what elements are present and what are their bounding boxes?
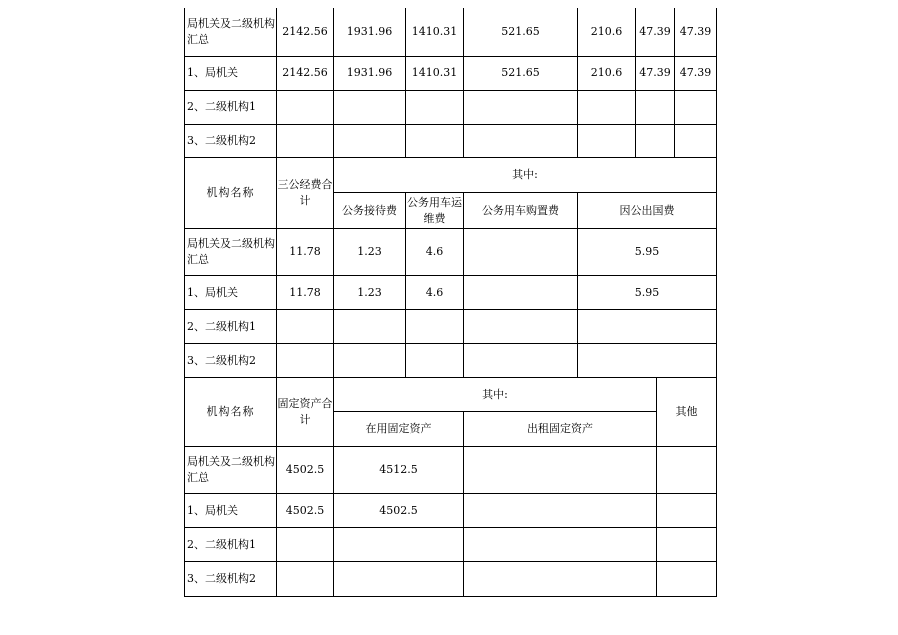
org-name-cell: 3、二级机构2: [185, 562, 277, 597]
value-cell: [464, 124, 578, 157]
other-cell: [657, 528, 717, 562]
total-cell: 11.78: [277, 276, 334, 310]
org-name-cell: 2、二级机构1: [185, 90, 277, 124]
fixed-assets-table: [184, 377, 717, 597]
vehicle-operation-header: 公务用车运维费: [406, 193, 464, 229]
value-cell: [675, 90, 717, 124]
in-use-cell: 4502.5: [334, 494, 464, 528]
header-row: [185, 378, 717, 412]
table-row: [185, 124, 717, 157]
vehicle-purchase-cell: [464, 229, 578, 276]
other-header: 其他: [657, 378, 717, 447]
other-cell: [657, 562, 717, 597]
value-cell: 47.39: [675, 56, 717, 90]
reception-header: 公务接待费: [334, 193, 406, 229]
table-row: [185, 447, 717, 494]
table-row: [185, 528, 717, 562]
total-cell: 4502.5: [277, 494, 334, 528]
table-row: [185, 276, 717, 310]
abroad-header: 因公出国费: [578, 193, 717, 229]
value-cell: 47.39: [675, 8, 717, 56]
org-name-cell: 1、局机关: [185, 276, 277, 310]
value-cell: [636, 90, 675, 124]
total-header: 固定资产合计: [277, 378, 334, 447]
table-row: [185, 8, 717, 56]
header-row: [185, 158, 717, 193]
other-cell: [657, 494, 717, 528]
vehicle-operation-cell: [406, 344, 464, 378]
total-cell: 4502.5: [277, 447, 334, 494]
org-name-cell: 1、局机关: [185, 494, 277, 528]
org-name-header: 机构名称: [185, 158, 277, 229]
leased-cell: [464, 562, 657, 597]
value-cell: 1410.31: [406, 8, 464, 56]
value-cell: 2142.56: [277, 8, 334, 56]
value-cell: [578, 124, 636, 157]
total-header: 三公经费合计: [277, 158, 334, 229]
among-header: 其中:: [334, 158, 717, 193]
reception-cell: 1.23: [334, 229, 406, 276]
value-cell: 1931.96: [334, 56, 406, 90]
reception-cell: [334, 344, 406, 378]
leased-header: 出租固定资产: [464, 412, 657, 447]
vehicle-purchase-header: 公务用车购置费: [464, 193, 578, 229]
value-cell: [277, 90, 334, 124]
total-cell: [277, 310, 334, 344]
leased-cell: [464, 447, 657, 494]
expenditure-table: [184, 8, 717, 158]
vehicle-purchase-cell: [464, 310, 578, 344]
org-name-cell: 2、二级机构1: [185, 528, 277, 562]
table-row: [185, 229, 717, 276]
value-cell: [578, 90, 636, 124]
vehicle-purchase-cell: [464, 344, 578, 378]
table-row: [185, 344, 717, 378]
vehicle-operation-cell: 4.6: [406, 229, 464, 276]
leased-cell: [464, 528, 657, 562]
table-row: [185, 310, 717, 344]
value-cell: [334, 124, 406, 157]
org-name-cell: 1、局机关: [185, 56, 277, 90]
in-use-header: 在用固定资产: [334, 412, 464, 447]
value-cell: [334, 90, 406, 124]
three-public-expenses-table: [184, 157, 717, 378]
vehicle-purchase-cell: [464, 276, 578, 310]
org-name-cell: 3、二级机构2: [185, 344, 277, 378]
reception-cell: [334, 310, 406, 344]
value-cell: 521.65: [464, 8, 578, 56]
value-cell: [406, 124, 464, 157]
org-name-header: 机构名称: [185, 378, 277, 447]
vehicle-operation-cell: 4.6: [406, 276, 464, 310]
table-row: [185, 562, 717, 597]
value-cell: [406, 90, 464, 124]
abroad-cell: [578, 310, 717, 344]
total-cell: [277, 562, 334, 597]
in-use-cell: [334, 528, 464, 562]
value-cell: 210.6: [578, 8, 636, 56]
total-cell: 11.78: [277, 229, 334, 276]
leased-cell: [464, 494, 657, 528]
value-cell: [277, 124, 334, 157]
among-header: 其中:: [334, 378, 657, 412]
value-cell: [675, 124, 717, 157]
total-cell: [277, 528, 334, 562]
total-cell: [277, 344, 334, 378]
value-cell: [464, 90, 578, 124]
org-name-cell: 局机关及二级机构汇总: [185, 8, 277, 56]
in-use-cell: [334, 562, 464, 597]
value-cell: 1931.96: [334, 8, 406, 56]
value-cell: 1410.31: [406, 56, 464, 90]
abroad-cell: 5.95: [578, 276, 717, 310]
org-name-cell: 3、二级机构2: [185, 124, 277, 157]
in-use-cell: 4512.5: [334, 447, 464, 494]
table-row: [185, 90, 717, 124]
org-name-cell: 局机关及二级机构汇总: [185, 447, 277, 494]
value-cell: 210.6: [578, 56, 636, 90]
org-name-cell: 2、二级机构1: [185, 310, 277, 344]
value-cell: 2142.56: [277, 56, 334, 90]
other-cell: [657, 447, 717, 494]
abroad-cell: [578, 344, 717, 378]
vehicle-operation-cell: [406, 310, 464, 344]
abroad-cell: 5.95: [578, 229, 717, 276]
table-row: [185, 494, 717, 528]
table-row: [185, 56, 717, 90]
org-name-cell: 局机关及二级机构汇总: [185, 229, 277, 276]
value-cell: 521.65: [464, 56, 578, 90]
value-cell: [636, 124, 675, 157]
reception-cell: 1.23: [334, 276, 406, 310]
value-cell: 47.39: [636, 56, 675, 90]
value-cell: 47.39: [636, 8, 675, 56]
